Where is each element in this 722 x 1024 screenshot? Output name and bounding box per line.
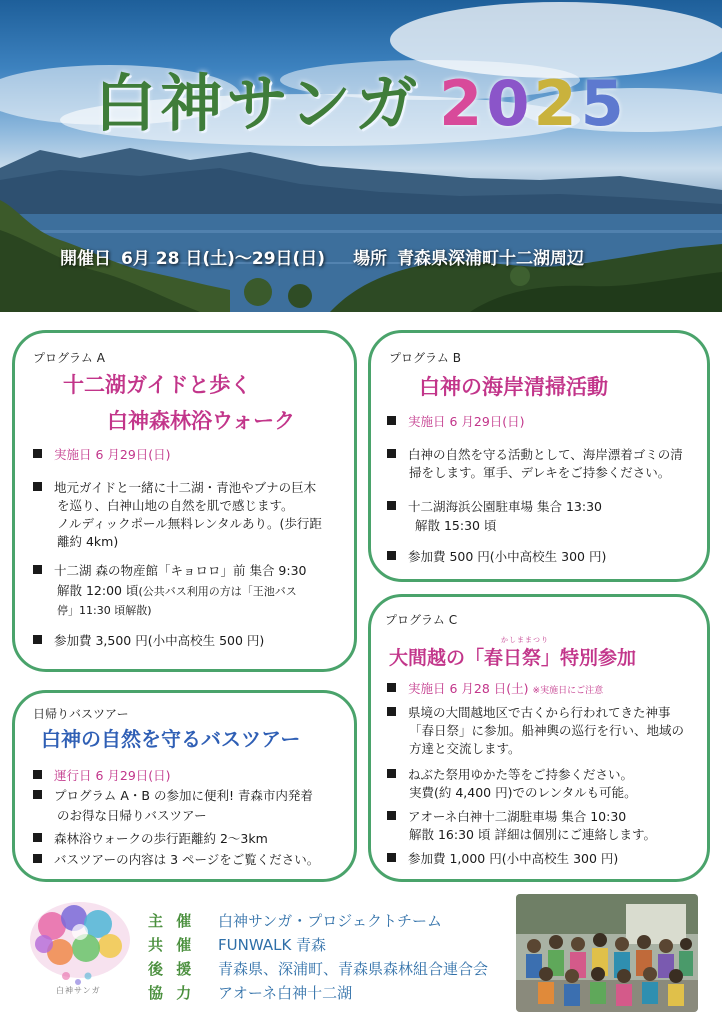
program-c-date-note: ※実施日にご注意 bbox=[532, 686, 604, 696]
program-b-dismissal: 解散 15:30 頃 bbox=[415, 518, 497, 533]
program-c-fee: 参加費 1,000 円(小中高校生 300 円) bbox=[387, 849, 618, 868]
program-b-fee: 参加費 500 円(小中高校生 300 円) bbox=[387, 547, 606, 566]
program-a-description: を巡り、白神山地の自然を肌で感じます。 bbox=[57, 498, 294, 513]
program-b-description: 白神の自然を守る活動として、海岸漂着ゴミの清 bbox=[387, 445, 683, 464]
date-label: 開催日 bbox=[60, 249, 111, 269]
bus-tour-item: バスツアーの内容は 3 ページをご覧ください。 bbox=[33, 850, 319, 869]
year-digit: 5 bbox=[580, 67, 628, 140]
bullet-square bbox=[387, 501, 396, 510]
program-a-description: 離約 4km) bbox=[57, 534, 119, 549]
program-a-fee: 参加費 3,500 円(小中高校生 500 円) bbox=[33, 631, 264, 650]
bullet-square bbox=[387, 853, 396, 862]
event-title-name: 白神サンガ bbox=[94, 67, 422, 140]
footer-org-name: 白神サンガ・プロジェクトチーム bbox=[218, 912, 442, 930]
bus-tour-item: のお得な日帰りバスツアー bbox=[57, 808, 207, 823]
program-c-rental: 実費(約 4,400 円)でのレンタルも可能。 bbox=[409, 785, 637, 800]
bus-tour-tag: 日帰りバスツアー bbox=[33, 707, 129, 721]
program-b-tag: プログラム B bbox=[389, 351, 461, 365]
program-a-meeting: 十二湖 森の物産館「キョロロ」前 集合 9:30 bbox=[33, 561, 307, 580]
footer-role: 共 催 bbox=[148, 936, 196, 954]
program-a-title-line2: 白神森林浴ウォーク bbox=[107, 409, 296, 433]
program-c-date: 実施日 6 月28 日(土) ※実施日にご注意 bbox=[387, 679, 603, 701]
program-c-description: 県境の大間越地区で古くから行われてきた神事 bbox=[387, 703, 671, 722]
bullet-square bbox=[387, 449, 396, 458]
year-digit: 0 bbox=[486, 67, 534, 140]
event-info bbox=[60, 244, 584, 269]
bullet-square bbox=[33, 770, 42, 779]
bullet-square bbox=[33, 449, 42, 458]
program-c-box bbox=[368, 594, 710, 882]
bus-tour-box bbox=[12, 690, 357, 882]
bullet-square bbox=[387, 769, 396, 778]
program-a-date: 実施日 6 月29日(日) bbox=[33, 445, 171, 464]
program-b-title: 白神の海岸清掃活動 bbox=[419, 375, 608, 399]
place-value: 青森県深浦町十二湖周辺 bbox=[397, 249, 585, 269]
footer-cooperator bbox=[148, 982, 352, 1003]
program-c-title: 大間越の「春日祭」特別参加 bbox=[389, 647, 637, 669]
bullet-square bbox=[33, 790, 42, 799]
footer-role: 協 力 bbox=[148, 984, 196, 1002]
program-b-box bbox=[368, 330, 710, 582]
program-b-description: 掃をします。軍手、デレキをご持参ください。 bbox=[409, 465, 671, 480]
footer-org-name: アオーネ白神十二湖 bbox=[218, 984, 353, 1002]
event-title bbox=[0, 54, 722, 143]
program-b-date: 実施日 6 月29日(日) bbox=[387, 412, 525, 431]
year-digit: 2 bbox=[533, 67, 581, 140]
program-a-dismissal: 解散 12:00 頃(公共バス利用の方は「王池バス bbox=[57, 583, 297, 598]
event-title-year bbox=[439, 67, 628, 140]
program-c-tag: プログラム C bbox=[385, 613, 458, 627]
bullet-square bbox=[33, 635, 42, 644]
program-c-bring: ねぶた祭用ゆかた等をご持参ください。 bbox=[387, 765, 633, 784]
bullet-square bbox=[387, 551, 396, 560]
bus-tour-title: 白神の自然を守るバスツアー bbox=[41, 727, 301, 751]
bullet-square bbox=[33, 482, 42, 491]
program-c-description: 方達と交流します。 bbox=[409, 741, 521, 756]
hero-banner bbox=[0, 0, 722, 312]
footer-role: 後 援 bbox=[148, 960, 196, 978]
bus-tour-item: プログラム A・B の参加に便利! 青森市内発着 bbox=[33, 786, 313, 805]
bullet-square bbox=[387, 811, 396, 820]
program-a-description: 地元ガイドと一緒に十二湖・青池やブナの巨木 bbox=[33, 478, 316, 497]
bus-tour-date: 運行日 6 月29日(日) bbox=[33, 766, 171, 785]
footer-org-name: FUNWALK 青森 bbox=[218, 936, 327, 954]
footer-supporter bbox=[148, 958, 488, 979]
program-c-dismissal: 解散 16:30 頃 詳細は個別にご連絡します。 bbox=[409, 827, 656, 842]
bullet-square bbox=[387, 707, 396, 716]
year-digit: 2 bbox=[439, 67, 487, 140]
bullet-square bbox=[387, 683, 396, 692]
footer-organizer bbox=[148, 910, 442, 931]
date-value: 6月 28 日(土)〜29日(日) bbox=[121, 249, 326, 269]
bullet-square bbox=[387, 416, 396, 425]
program-c-ruby: かしままつり bbox=[501, 636, 549, 644]
footer-role: 主 催 bbox=[148, 912, 196, 930]
bullet-square bbox=[33, 833, 42, 842]
program-a-tag: プログラム A bbox=[33, 351, 105, 365]
program-a-box bbox=[12, 330, 357, 672]
program-a-description: ノルディックポール無料レンタルあり。(歩行距 bbox=[57, 516, 322, 531]
program-c-meeting: アオーネ白神十二湖駐車場 集合 10:30 bbox=[387, 807, 626, 826]
logo-caption: 白神サンガ bbox=[56, 986, 101, 995]
program-a-title-line1: 十二湖ガイドと歩く bbox=[63, 373, 252, 397]
bus-tour-item: 森林浴ウォークの歩行距離約 2〜3km bbox=[33, 829, 268, 848]
program-a-dismissal-note: 停」11:30 頃解散) bbox=[57, 604, 152, 617]
place-label: 場所 bbox=[353, 249, 388, 269]
group-photo bbox=[516, 894, 698, 1012]
program-b-meeting: 十二湖海浜公園駐車場 集合 13:30 bbox=[387, 497, 602, 516]
footer-org-name: 青森県、深浦町、青森県森林組合連合会 bbox=[218, 960, 489, 978]
bullet-square bbox=[33, 854, 42, 863]
footer-cosponsor bbox=[148, 934, 326, 955]
program-c-description: 「春日祭」に参加。船神輿の巡行を行い、地域の bbox=[409, 723, 685, 738]
bullet-square bbox=[33, 565, 42, 574]
